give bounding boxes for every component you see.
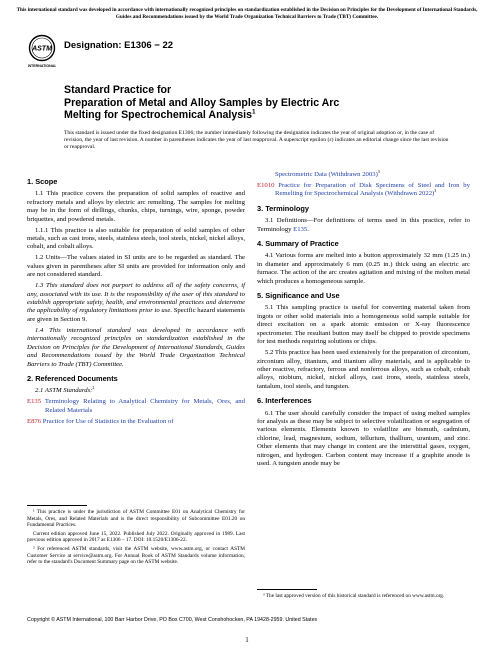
- issued-note: This standard is issued under the fixed designation E1306; the number immediately following the designation indicates the year of original adoption or, in the case of revision, the year of last revision. A number in parentheses indicates the year of last reapproval. A superscript epsilon (ε) indicates an editorial change since the last revision or reapproval.: [64, 130, 449, 150]
- reference-e135[interactable]: E135 Terminology Relating to Analytical Chemistry for Metals, Ores, and Related Materials: [27, 398, 245, 414]
- section-6-heading: 6. Interferences: [257, 396, 312, 406]
- terminology-e135-link[interactable]: E135: [293, 225, 308, 233]
- svg-text:ASTM: ASTM: [32, 45, 52, 53]
- paragraph-5-1: 5.1 This sampling practice is useful for converting material taken from ingots or other solid materials into a homogeneous solid sample suitable for direct excitation on a spark atomic emission or X-ray fluorescence spectrometer. The resultant button may itself be chipped to provide specimens for test methods requiring solutions or chips.: [257, 304, 470, 346]
- paragraph-4-1: 4.1 Various forms are melted into a button approximately 32 mm (1.25 in.) in diameter and approximately 6 mm (0.25 in.) thick using an electric arc furnace. The action of the arc creates agitation and mixing of the molten metal which produces a homogeneous sample.: [257, 252, 470, 285]
- paragraph-3-1: 3.1 Definitions—For definitions of terms used in this practice, refer to Terminology E135.: [257, 217, 470, 233]
- title-line-1: Standard Practice for: [64, 84, 172, 96]
- footnote-1-edition: Current edition approved June 15, 2022. Published July 2022. Originally approved in 1989. Last previous edition approved in 2017 as E1306 – 17. DOI: 10.1520/E1306-22.: [27, 530, 245, 544]
- section-3-heading: 3. Terminology: [257, 203, 310, 213]
- development-notice: This international standard was developed in accordance with internationally recognized principles on standardization established in the Decision on Principles for the Development of International Standards, Guides and Recommendations issued by the World Trade Organization Technical Barriers to Trade (TBT) Committee.: [16, 7, 478, 20]
- reference-e876[interactable]: E876 Practice for Use of Statistics in the Evaluation of: [27, 417, 174, 425]
- paragraph-1-1-1: 1.1.1 This practice is also suitable for preparation of solid samples of other metals, such as cast irons, steels, stainless steels, tool steels, nickel, nickel alloys, cobalt, and cobalt alloys.: [27, 226, 245, 251]
- section-1-heading: 1. Scope: [27, 177, 58, 186]
- paragraph-1-2: 1.2 Units—The values stated in SI units are to be regarded as standard. The values given in parentheses after SI units are provided for information only and are not considered standard.: [27, 254, 245, 279]
- astm-logo: [28, 34, 56, 70]
- title-line-3: Melting for Spectrochemical Analysis$^1$: [64, 108, 256, 122]
- paragraph-1-3: 1.3 This standard does not purport to address all of the safety concerns, if any, associated with its use. It is the responsibility of the user of this standard to establish appropriate safety, health, and environmental practices and determine the applicability of regulatory limitations prior to use. Specific hazard statements are given in Section 9.: [27, 282, 245, 323]
- reference-e876-continued[interactable]: Spectrometric Data (Withdrawn 2003)$^3$: [275, 168, 380, 178]
- footnote-divider: [27, 505, 87, 506]
- footnote-1: ¹ This practice is under the jurisdiction of ASTM Committee E01 on Analytical Chemistry for Metals, Ores, and Related Materials and is the direct responsibility of Subcommittee E01.20 on Fundamental Practices.: [27, 509, 245, 529]
- section-4-heading: 4. Summary of Practice: [257, 239, 339, 249]
- paragraph-5-2: 5.2 This practice has been used extensively for the preparation of zirconium, zirconium alloy, titanium, and titanium alloy materials, and is applicable to other reactive, refractory, ferrous and nonferrous alloys, such as cobalt, cobalt alloys, niobium, nickel, nickel alloys, cast irons, steels, stainless steels, tantalum, tool steels, and tungsten.: [257, 349, 470, 390]
- section-2-heading: 2. Referenced Documents: [27, 373, 118, 383]
- right-column: [257, 168, 470, 471]
- footnote-3: ³ The last approved version of this historical standard is referenced on www.astm.org.: [263, 593, 445, 599]
- title-line-2: Preparation of Metal and Alloy Samples by Electric Arc: [64, 96, 340, 109]
- left-column: [27, 172, 245, 429]
- svg-text:INTERNATIONAL: INTERNATIONAL: [28, 64, 56, 68]
- section-5-heading: 5. Significance and Use: [257, 291, 340, 301]
- paragraph-1-1: 1.1 This practice covers the preparation of solid samples of reactive and refractory metals and alloys by electric arc remelting. The samples for melting may be in the form of dirllings, chunks, chips, turnings, wire, sponge, powder briquettes, and powdered metals.: [27, 190, 245, 223]
- paragraph-2-1: 2.1 ASTM Standards:$^2$: [35, 385, 95, 395]
- footnotes-right: [257, 593, 470, 600]
- page-number: 1: [245, 636, 249, 644]
- footnote-divider-right: [257, 589, 317, 590]
- footnotes: [27, 509, 245, 568]
- paragraph-6-1: 6.1 The user should carefully consider the impact of using melted samples for analysis as these may be subject to selective volatilization or segregation of various elements. Elements known to volatilize are bismuth, cadmium, chlorine, lead, magnesium, sodium, tellurium, thallium, uranium, and zinc. Other elements that may change in content are the interstitial gases, oxygen, nitrogen, and hydrogen. Carbon content may increase if a graphite anode is used. A tungsten anode may be: [257, 409, 470, 467]
- designation: Designation: E1306 − 22: [64, 40, 174, 51]
- footnote-2: ² For referenced ASTM standards, visit the ASTM website, www.astm.org, or contact ASTM Customer Service at service@astm.org. For Annual Book of ASTM Standards volume information, refer to the standard's Document Summary page on the ASTM website.: [27, 545, 245, 566]
- astm-logo-icon: [28, 34, 56, 70]
- paragraph-1-4: 1.4 This international standard was developed in accordance with internationally recognized principles on standardization established in the Decision on Principles for the Development of International Standards, Guides and Recommendations issued by the World Trade Organization Technical Barriers to Trade (TBT) Committee.: [27, 326, 245, 368]
- copyright-line: Copyright © ASTM International, 100 Barr Harbor Drive, PO Box C700, West Conshohocken, PA 19428-2959. United States: [27, 617, 318, 623]
- reference-e1010[interactable]: E1010 Practice for Preparation of Disk Specimens of Steel and Iron by Remelting for Spectrochemical Analysis (Withdrawn 2022)$^3$: [257, 182, 470, 198]
- standard-title: [64, 84, 464, 122]
